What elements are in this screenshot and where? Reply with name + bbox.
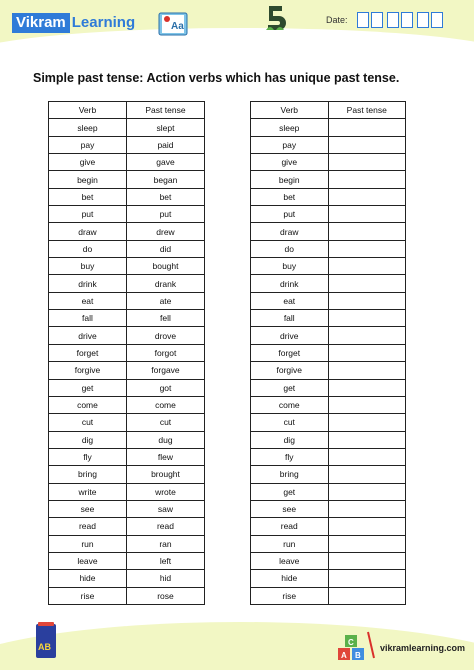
past-tense-cell: bet [126, 188, 204, 205]
verb-cell: see [49, 500, 127, 517]
table-row [49, 396, 205, 413]
verb-cell: buy [49, 258, 127, 275]
verb-cell: drink [49, 275, 127, 292]
table-row [49, 292, 205, 309]
verb-cell: hide [49, 570, 127, 587]
verb-cell: eat [251, 292, 329, 309]
past-tense-cell: slept [126, 119, 204, 136]
date-box[interactable] [371, 12, 383, 28]
past-tense-cell: left [126, 552, 204, 569]
past-tense-answer-cell[interactable] [328, 240, 405, 257]
table-header-row [49, 102, 205, 119]
alphabet-book-icon [34, 620, 58, 660]
verb-cell: drink [251, 275, 329, 292]
table-row [251, 483, 406, 500]
table-row [49, 448, 205, 465]
table-row [49, 587, 205, 604]
table-row [251, 535, 406, 552]
table-row [49, 188, 205, 205]
past-tense-cell: paid [126, 136, 204, 153]
table-row [251, 518, 406, 535]
date-box[interactable] [401, 12, 413, 28]
table-header-row [251, 102, 406, 119]
past-tense-answer-cell[interactable] [328, 292, 405, 309]
exercise-body [251, 119, 406, 605]
table-row [251, 275, 406, 292]
verb-cell: run [251, 535, 329, 552]
table-row [49, 466, 205, 483]
table-row [251, 223, 406, 240]
past-tense-cell: ran [126, 535, 204, 552]
past-tense-answer-cell[interactable] [328, 119, 405, 136]
past-tense-answer-cell[interactable] [328, 362, 405, 379]
verb-cell: get [251, 379, 329, 396]
table-row [49, 414, 205, 431]
table-row [251, 466, 406, 483]
past-tense-answer-cell[interactable] [328, 466, 405, 483]
verb-cell: rise [251, 587, 329, 604]
past-tense-cell: bought [126, 258, 204, 275]
verb-cell: leave [251, 552, 329, 569]
verb-cell: put [251, 206, 329, 223]
verb-cell: pay [49, 136, 127, 153]
verb-cell: put [49, 206, 127, 223]
past-tense-cell: began [126, 171, 204, 188]
verb-cell: bring [251, 466, 329, 483]
verb-cell: buy [251, 258, 329, 275]
past-tense-cell: forgave [126, 362, 204, 379]
verb-cell: sleep [251, 119, 329, 136]
table-row [49, 535, 205, 552]
past-tense-cell: did [126, 240, 204, 257]
past-tense-answer-cell[interactable] [328, 171, 405, 188]
past-tense-cell: ate [126, 292, 204, 309]
table-row [251, 206, 406, 223]
verb-cell: dig [251, 431, 329, 448]
table-row [251, 292, 406, 309]
exercise-table [250, 101, 406, 605]
verb-cell: draw [251, 223, 329, 240]
verb-cell: fly [49, 448, 127, 465]
verb-cell: read [251, 518, 329, 535]
alphabet-blocks-icon [336, 630, 378, 662]
table-row [49, 258, 205, 275]
verb-cell: cut [251, 414, 329, 431]
table-row [251, 240, 406, 257]
past-tense-answer-cell[interactable] [328, 483, 405, 500]
past-tense-answer-cell[interactable] [328, 188, 405, 205]
past-tense-answer-cell[interactable] [328, 379, 405, 396]
table-row [49, 500, 205, 517]
table-row [251, 396, 406, 413]
table-row [251, 570, 406, 587]
column-header-past-tense: Past tense [126, 102, 204, 119]
block-letter-c: C [348, 638, 354, 647]
table-row [49, 327, 205, 344]
past-tense-answer-cell[interactable] [328, 206, 405, 223]
verb-cell: do [49, 240, 127, 257]
past-tense-cell: put [126, 206, 204, 223]
past-tense-cell: read [126, 518, 204, 535]
answer-key-table [48, 101, 205, 605]
verb-cell: forgive [251, 362, 329, 379]
past-tense-answer-cell[interactable] [328, 518, 405, 535]
verb-cell: eat [49, 292, 127, 309]
logo-part-1: Vikram [12, 13, 70, 33]
past-tense-cell: saw [126, 500, 204, 517]
table-row [251, 171, 406, 188]
past-tense-answer-cell[interactable] [328, 223, 405, 240]
date-box[interactable] [431, 12, 443, 28]
column-header-verb: Verb [49, 102, 127, 119]
verb-cell: bet [49, 188, 127, 205]
past-tense-answer-cell[interactable] [328, 310, 405, 327]
table-row [49, 119, 205, 136]
verb-cell: cut [49, 414, 127, 431]
date-boxes[interactable] [357, 12, 443, 28]
verb-cell: forget [49, 344, 127, 361]
past-tense-answer-cell[interactable] [328, 535, 405, 552]
verb-cell: write [49, 483, 127, 500]
table-row [49, 240, 205, 257]
table-row [49, 431, 205, 448]
verb-cell: fly [251, 448, 329, 465]
table-row [251, 587, 406, 604]
verb-cell: dig [49, 431, 127, 448]
table-row [49, 379, 205, 396]
past-tense-cell: rose [126, 587, 204, 604]
number-five-icon [262, 4, 288, 34]
block-letter-a: A [341, 651, 347, 660]
past-tense-answer-cell[interactable] [328, 154, 405, 171]
book-apple-icon [158, 10, 188, 36]
verb-cell: give [49, 154, 127, 171]
past-tense-answer-cell[interactable] [328, 587, 405, 604]
past-tense-answer-cell[interactable] [328, 552, 405, 569]
verb-cell: forget [251, 344, 329, 361]
past-tense-answer-cell[interactable] [328, 448, 405, 465]
table-row [49, 171, 205, 188]
table-row [49, 362, 205, 379]
table-row [251, 362, 406, 379]
table-row [49, 206, 205, 223]
verb-cell: come [49, 396, 127, 413]
past-tense-answer-cell[interactable] [328, 275, 405, 292]
past-tense-answer-cell[interactable] [328, 414, 405, 431]
table-row [49, 518, 205, 535]
date-box[interactable] [357, 12, 369, 28]
past-tense-cell: got [126, 379, 204, 396]
verb-cell: do [251, 240, 329, 257]
past-tense-cell: gave [126, 154, 204, 171]
past-tense-answer-cell[interactable] [328, 431, 405, 448]
verb-cell: bet [251, 188, 329, 205]
verb-cell: fall [251, 310, 329, 327]
table-row [49, 275, 205, 292]
verb-cell: fall [49, 310, 127, 327]
worksheet-title: Simple past tense: Action verbs which has unique past tense. [33, 71, 400, 85]
table-row [251, 188, 406, 205]
table-row [49, 344, 205, 361]
verb-cell: hide [251, 570, 329, 587]
verb-cell: drive [251, 327, 329, 344]
past-tense-answer-cell[interactable] [328, 327, 405, 344]
book-icon-text: Aa [171, 21, 184, 32]
past-tense-answer-cell[interactable] [328, 500, 405, 517]
table-row [251, 379, 406, 396]
past-tense-cell: dug [126, 431, 204, 448]
column-header-past-tense: Past tense [328, 102, 405, 119]
verb-cell: drive [49, 327, 127, 344]
table-row [251, 327, 406, 344]
table-row [251, 154, 406, 171]
block-letter-b: B [355, 651, 361, 660]
table-row [251, 344, 406, 361]
table-row [251, 448, 406, 465]
verb-cell: give [251, 154, 329, 171]
past-tense-cell: drew [126, 223, 204, 240]
footer-band [0, 604, 474, 670]
table-row [49, 136, 205, 153]
table-row [251, 136, 406, 153]
table-row [49, 154, 205, 171]
verb-cell: begin [49, 171, 127, 188]
table-row [49, 552, 205, 569]
past-tense-cell: flew [126, 448, 204, 465]
table-row [49, 223, 205, 240]
brand-logo [12, 13, 135, 33]
date-box[interactable] [387, 12, 399, 28]
verb-cell: get [49, 379, 127, 396]
verb-cell: forgive [49, 362, 127, 379]
table-row [251, 414, 406, 431]
verb-cell: leave [49, 552, 127, 569]
past-tense-answer-cell[interactable] [328, 344, 405, 361]
table-row [251, 119, 406, 136]
past-tense-cell: wrote [126, 483, 204, 500]
past-tense-cell: drove [126, 327, 204, 344]
table-row [49, 570, 205, 587]
table-row [251, 500, 406, 517]
past-tense-answer-cell[interactable] [328, 258, 405, 275]
past-tense-cell: hid [126, 570, 204, 587]
date-box[interactable] [417, 12, 429, 28]
table-row [49, 483, 205, 500]
column-header-verb: Verb [251, 102, 329, 119]
website-url[interactable]: vikramlearning.com [380, 643, 466, 653]
verb-cell: rise [49, 587, 127, 604]
past-tense-cell: drank [126, 275, 204, 292]
past-tense-answer-cell[interactable] [328, 570, 405, 587]
verb-cell: sleep [49, 119, 127, 136]
past-tense-cell: forgot [126, 344, 204, 361]
verb-cell: draw [49, 223, 127, 240]
verb-cell: bring [49, 466, 127, 483]
verb-cell: read [49, 518, 127, 535]
table-row [251, 310, 406, 327]
verb-cell: begin [251, 171, 329, 188]
past-tense-cell: cut [126, 414, 204, 431]
verb-cell: pay [251, 136, 329, 153]
verb-cell: come [251, 396, 329, 413]
past-tense-answer-cell[interactable] [328, 136, 405, 153]
date-label: Date: [326, 15, 348, 25]
answer-key-body [49, 119, 205, 605]
past-tense-answer-cell[interactable] [328, 396, 405, 413]
verb-cell: see [251, 500, 329, 517]
verb-cell: run [49, 535, 127, 552]
table-row [251, 552, 406, 569]
past-tense-cell: fell [126, 310, 204, 327]
table-row [49, 310, 205, 327]
table-row [251, 258, 406, 275]
past-tense-cell: brought [126, 466, 204, 483]
logo-part-2: Learning [71, 14, 136, 31]
table-row [251, 431, 406, 448]
past-tense-cell: come [126, 396, 204, 413]
verb-cell: get [251, 483, 329, 500]
booklet-letters: AB [38, 642, 51, 652]
